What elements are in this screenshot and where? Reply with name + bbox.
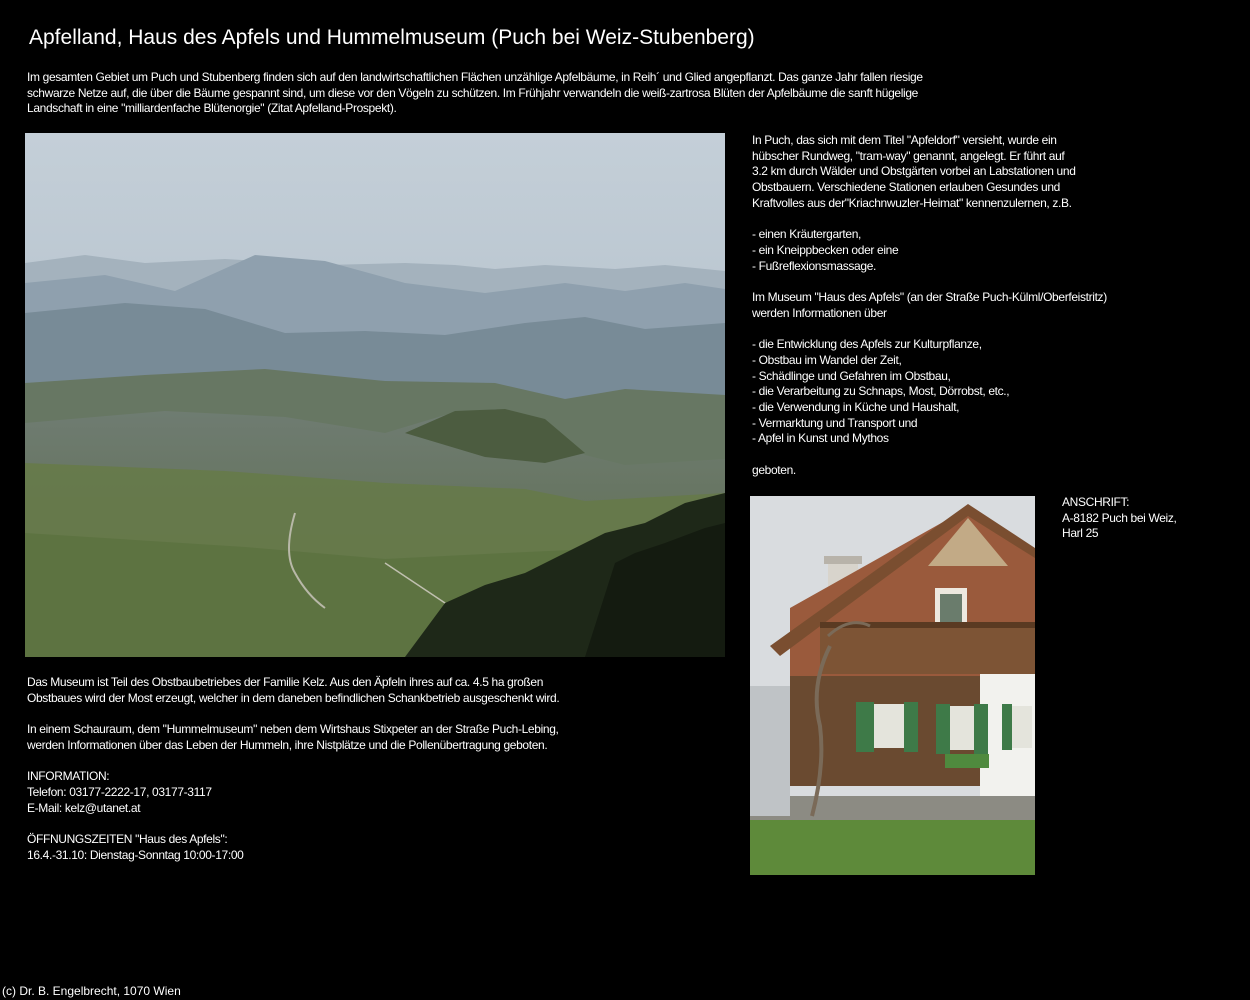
text-line: 3.2 km durch Wälder und Obstgärten vorbei an Labstationen und — [752, 164, 1076, 179]
tramway-description — [752, 133, 1152, 478]
list-item: - die Entwicklung des Apfels zur Kulturpflanze, — [752, 337, 982, 352]
list-item: - Schädlinge und Gefahren im Obstbau, — [752, 368, 951, 383]
list-item: - Apfel in Kunst und Mythos — [752, 431, 889, 446]
house-photo — [750, 496, 1035, 875]
opening-hours: 16.4.-31.10: Dienstag-Sonntag 10:00-17:00 — [27, 847, 244, 862]
intro-text — [27, 70, 1007, 117]
text-line: Obstbauern. Verschiedene Stationen erlauben Gesundes und — [752, 180, 1060, 195]
list-item: - die Verarbeitung zu Schnaps, Most, Dörrobst, etc., — [752, 384, 1010, 399]
intro-line: Im gesamten Gebiet um Puch und Stubenberg finden sich auf den landwirtschaftlichen Flächen unzählige Apfelbäume, in Reih´ und Glied angepflanzt. Das ganze Jahr fallen riesige — [27, 70, 923, 84]
text-line: Im Museum "Haus des Apfels" (an der Straße Puch-Külml/Oberfeistritz) — [752, 290, 1107, 304]
list-item: - einen Kräutergarten, — [752, 227, 862, 242]
text-line: In Puch, das sich mit dem Titel "Apfeldorf" versieht, wurde ein — [752, 133, 1057, 147]
address-label: ANSCHRIFT: — [1062, 495, 1130, 509]
text-line: geboten. — [752, 462, 796, 477]
opening-hours-label: ÖFFNUNGSZEITEN "Haus des Apfels": — [27, 831, 228, 846]
list-item: - die Verwendung in Küche und Haushalt, — [752, 399, 960, 414]
page-title: Apfelland, Haus des Apfels und Hummelmuseum (Puch bei Weiz-Stubenberg) — [29, 26, 755, 49]
text-line: werden Informationen über das Leben der Hummeln, ihre Nistplätze und die Pollenübertragung geboten. — [27, 737, 548, 752]
list-item: - Vermarktung und Transport und — [752, 415, 918, 430]
address-line: A-8182 Puch bei Weiz, — [1062, 510, 1177, 525]
list-item: - Obstbau im Wandel der Zeit, — [752, 352, 902, 367]
phone: Telefon: 03177-2222-17, 03177-3117 — [27, 784, 212, 799]
text-line: In einem Schauraum, dem "Hummelmuseum" neben dem Wirtshaus Stixpeter an der Straße Puch-Lebing, — [27, 722, 559, 737]
text-line: Das Museum ist Teil des Obstbaubetriebes der Familie Kelz. Aus den Äpfeln ihres auf ca. 4.5 ha großen — [27, 675, 544, 689]
list-item: - Fußreflexionsmassage. — [752, 258, 876, 273]
email: E-Mail: kelz@utanet.at — [27, 800, 141, 815]
address-line: Harl 25 — [1062, 526, 1099, 541]
landscape-photo — [25, 133, 725, 657]
intro-line: schwarze Netze auf, die über die Bäume gespannt sind, um diese vor den Vögeln zu schützen. Im Frühjahr verwandeln die weiß-zartrosa Blüten der Apfelbäume die sanft hügelige — [27, 85, 919, 100]
info-label: INFORMATION: — [27, 769, 110, 784]
text-line: Kraftvolles aus der"Kriachnwuzler-Heimat" kennenzulernen, z.B. — [752, 195, 1072, 210]
address-block — [1062, 495, 1242, 542]
text-line: Obstbaues wird der Most erzeugt, welcher in dem daneben befindlichen Schankbetrieb ausgeschenkt wird. — [27, 690, 560, 705]
list-item: - ein Kneippbecken oder eine — [752, 242, 899, 257]
text-line: werden Informationen über — [752, 305, 887, 320]
text-line: hübscher Rundweg, "tram-way" genannt, angelegt. Er führt auf — [752, 148, 1065, 163]
museum-description — [27, 675, 727, 863]
intro-line: Landschaft in eine "milliardenfache Blütenorgie" (Zitat Apfelland-Prospekt). — [27, 101, 397, 116]
copyright: (c) Dr. B. Engelbrecht, 1070 Wien — [2, 984, 181, 998]
